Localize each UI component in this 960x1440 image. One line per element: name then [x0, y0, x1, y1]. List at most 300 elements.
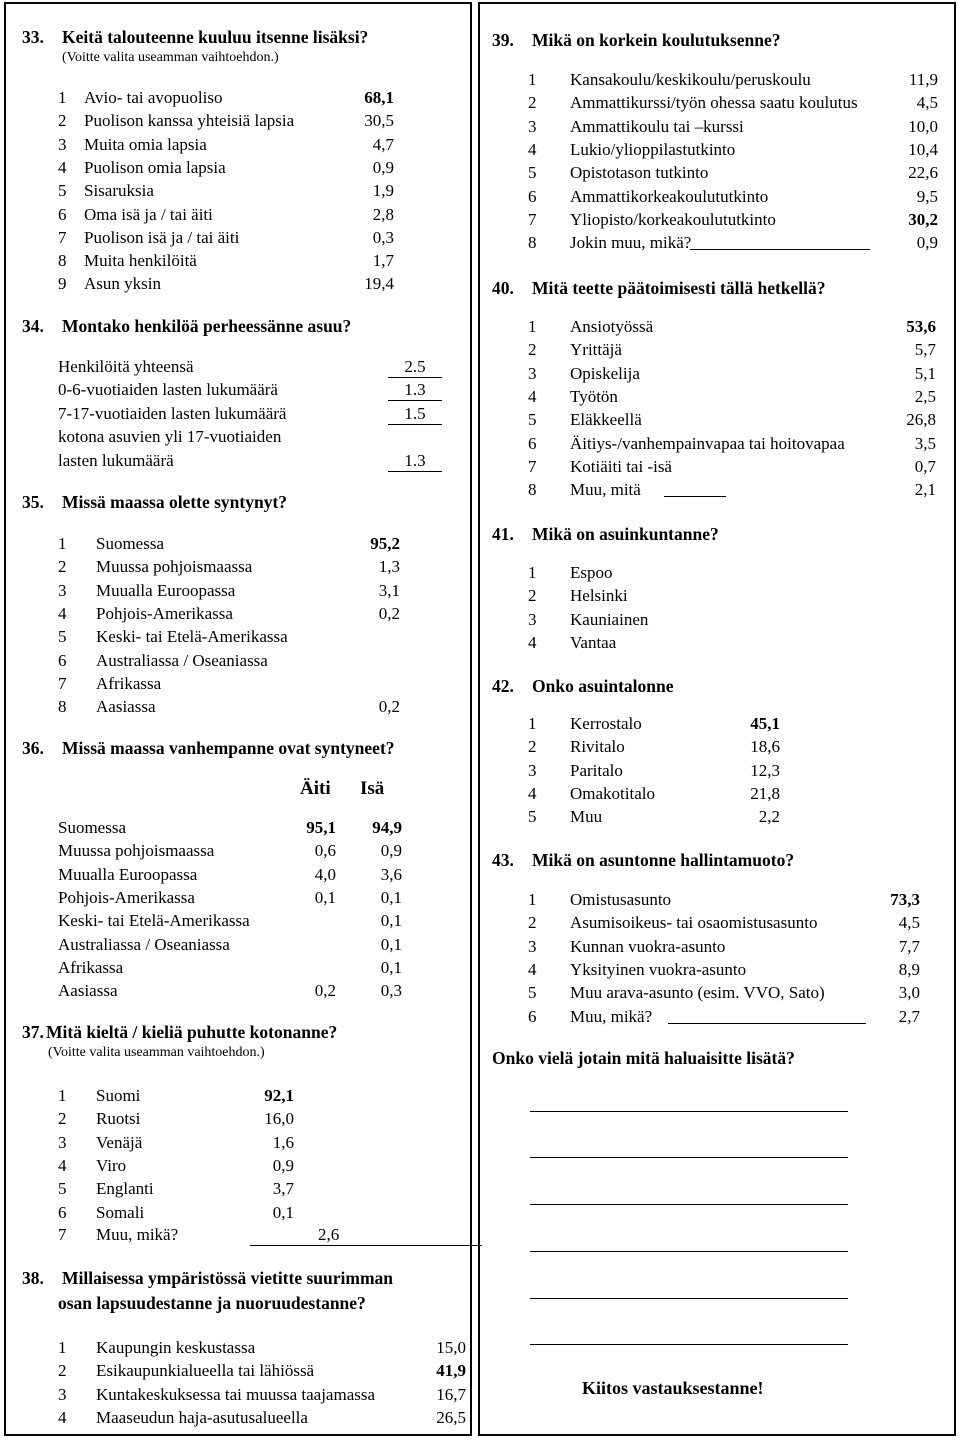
question-text: Onko asuintalonne	[532, 676, 674, 696]
option-number: 6	[528, 433, 537, 453]
option-label: Kerrostalo	[570, 714, 642, 733]
option-number: 2	[58, 557, 67, 577]
field-value: 1.5	[388, 404, 442, 425]
question-number: 36.	[22, 738, 44, 758]
option-number: 3	[58, 134, 67, 154]
father-value: 0,1	[380, 887, 402, 907]
q40-option	[528, 480, 936, 500]
option-label: Esikaupunkialueella tai lähiössä	[96, 1361, 315, 1381]
q38-option	[58, 1408, 466, 1428]
option-value: 95,2	[370, 534, 400, 553]
option-label: Muualla Euroopassa	[96, 580, 236, 600]
option-label: Kansakoulu/keskikoulu/peruskoulu	[570, 70, 811, 89]
option-number: 2	[528, 737, 537, 757]
option-number: 7	[528, 209, 537, 229]
option-label: Muu, mikä?	[570, 1006, 653, 1026]
option-label: Muu, mitä	[570, 480, 641, 500]
option-number: 3	[528, 936, 537, 956]
q43-heading	[492, 850, 794, 870]
field-label: kotona asuvien yli 17-vuotiaiden	[58, 427, 282, 446]
option-label: Muita henkilöitä	[84, 251, 197, 271]
option-value: 41,9	[436, 1361, 466, 1381]
question-number: 34.	[22, 316, 44, 336]
option-value: 5,7	[914, 340, 936, 360]
option-value: 0,3	[372, 227, 394, 247]
q40-option	[528, 340, 936, 360]
q39-option	[528, 210, 938, 230]
option-value: 68,1	[364, 88, 394, 107]
option-number: 1	[58, 1086, 67, 1105]
option-number: 4	[528, 386, 537, 406]
question-text: Mitä kieltä / kieliä puhutte kotonanne?	[46, 1022, 338, 1042]
country-label: Keski- tai Etelä-Amerikassa	[58, 911, 250, 931]
q33-note: (Voitte valita useamman vaihtoehdon.)	[62, 50, 279, 65]
field-label: Henkilöitä yhteensä	[58, 357, 194, 376]
father-value: 0,9	[380, 841, 402, 861]
option-number: 6	[58, 204, 67, 224]
option-label: Ruotsi	[96, 1109, 141, 1129]
q39-option	[528, 233, 938, 253]
question-text: Mikä on korkein koulutuksenne?	[532, 30, 781, 50]
option-number: 3	[58, 580, 67, 600]
option-number: 2	[528, 340, 537, 360]
option-label: Helsinki	[570, 586, 628, 606]
question-number: 35.	[22, 492, 44, 512]
free-text-line[interactable]	[530, 1251, 848, 1252]
option-number: 3	[528, 363, 537, 383]
q42-heading	[492, 676, 674, 696]
option-value: 18,6	[750, 737, 780, 757]
q40-option	[528, 317, 936, 337]
option-value: 15,0	[436, 1338, 466, 1357]
q35-option	[58, 581, 400, 601]
option-number: 2	[528, 586, 537, 606]
option-number: 1	[528, 317, 537, 336]
q41-option	[528, 586, 728, 606]
option-value: 19,4	[364, 274, 394, 294]
option-number: 2	[528, 913, 537, 933]
question-number: 42.	[492, 676, 514, 696]
q42-option	[528, 807, 780, 827]
option-label: Opiskelija	[570, 363, 640, 383]
option-value: 2,8	[372, 204, 394, 224]
q40-option	[528, 434, 936, 454]
option-label: Kuntakeskuksessa tai muussa taajamassa	[96, 1384, 376, 1404]
option-value: 2,2	[758, 807, 780, 827]
question-number: 37.	[22, 1022, 44, 1042]
q33-option	[58, 88, 394, 108]
option-label: Opistotason tutkinto	[570, 163, 709, 183]
q34-field-row	[58, 380, 448, 400]
option-value: 30,2	[908, 209, 938, 229]
option-number: 3	[58, 1384, 67, 1404]
option-number: 6	[58, 1202, 67, 1222]
option-value: 3,7	[272, 1179, 294, 1199]
option-value: 0,2	[378, 697, 400, 717]
option-value: 92,1	[264, 1086, 294, 1105]
option-label: Espoo	[570, 563, 613, 582]
option-label: Asun yksin	[84, 274, 161, 294]
q33-option	[58, 135, 394, 155]
q39-heading	[492, 30, 780, 50]
option-label: Muu, mikä?	[96, 1225, 179, 1244]
q35-option	[58, 604, 400, 624]
option-number: 5	[528, 983, 537, 1003]
q36-table-row	[58, 911, 402, 931]
option-value: 4,5	[916, 93, 938, 113]
option-label: Aasiassa	[96, 697, 156, 717]
question-text: Keitä talouteenne kuuluu itsenne lisäksi?	[62, 27, 369, 47]
option-number: 5	[58, 181, 67, 201]
option-label: Yrittäjä	[570, 340, 622, 360]
q38-option	[58, 1385, 466, 1405]
q36-table-row	[58, 888, 402, 908]
q37-option	[58, 1156, 294, 1176]
fill-in-line[interactable]	[664, 480, 726, 497]
option-label: Lukio/ylioppilastutkinto	[570, 139, 736, 159]
country-label: Aasiassa	[58, 981, 118, 1001]
free-text-line[interactable]	[530, 1344, 848, 1345]
question-number: 33.	[22, 27, 44, 47]
field-label: 7-17-vuotiaiden lasten lukumäärä	[58, 403, 287, 423]
q34-last-label-line1	[58, 427, 448, 447]
q43-option	[528, 960, 920, 980]
option-label: Jokin muu, mikä?	[570, 233, 692, 253]
q34-last-row	[58, 451, 448, 471]
question-text: Mikä on asuinkuntanne?	[532, 524, 719, 544]
option-value: 1,6	[272, 1132, 294, 1152]
option-number: 4	[58, 603, 67, 623]
q39-option	[528, 93, 938, 113]
option-number: 5	[528, 163, 537, 183]
option-value: 5,1	[914, 363, 936, 383]
mother-value: 0,2	[314, 981, 336, 1001]
q43-option	[528, 937, 920, 957]
option-value: 4,7	[372, 134, 394, 154]
option-label: Suomessa	[96, 534, 164, 553]
option-label: Kauniainen	[570, 609, 649, 629]
option-number: 1	[58, 88, 67, 107]
question-number: 38.	[22, 1268, 44, 1288]
mother-value: 95,1	[306, 818, 336, 837]
option-label: Somali	[96, 1202, 145, 1222]
q35-option	[58, 697, 400, 717]
option-value: 3,1	[378, 580, 400, 600]
option-number: 5	[58, 1179, 67, 1199]
option-label: Puolison kanssa yhteisiä lapsia	[84, 111, 295, 131]
option-value: 2,7	[898, 1006, 920, 1026]
q36-table-row	[58, 935, 402, 955]
free-text-line[interactable]	[530, 1204, 848, 1205]
q36-col-father: Isä	[360, 778, 385, 799]
q40-option	[528, 457, 936, 477]
option-number: 4	[58, 1407, 67, 1427]
field-label: 0-6-vuotiaiden lasten lukumäärä	[58, 380, 278, 400]
option-number: 1	[58, 534, 67, 553]
question-number: 41.	[492, 524, 514, 544]
option-value: 2,5	[914, 386, 936, 406]
q40-heading	[492, 278, 826, 298]
q42-option	[528, 784, 780, 804]
option-label: Englanti	[96, 1179, 154, 1199]
option-label: Viro	[96, 1155, 127, 1175]
option-label: Yliopisto/korkeakoulututkinto	[570, 209, 776, 229]
option-number: 9	[58, 274, 67, 294]
option-value: 12,3	[750, 760, 780, 780]
option-value: 22,6	[908, 163, 938, 183]
q36-table-row	[58, 818, 402, 838]
q37-option	[58, 1109, 294, 1129]
option-label: Venäjä	[96, 1132, 143, 1152]
q38-option	[58, 1338, 466, 1358]
q42-option	[528, 714, 780, 734]
option-label: Yksityinen vuokra-asunto	[570, 959, 747, 979]
option-number: 6	[528, 186, 537, 206]
option-value: 7,7	[898, 936, 920, 956]
option-label: Sisaruksia	[84, 181, 154, 201]
fill-in-line[interactable]	[690, 233, 870, 250]
option-number: 5	[58, 627, 67, 647]
option-label: Muu arava-asunto (esim. VVO, Sato)	[570, 983, 825, 1003]
q37-option	[58, 1179, 294, 1199]
q34-field-row	[58, 404, 448, 424]
option-number: 4	[528, 632, 537, 652]
option-value: 16,7	[436, 1384, 466, 1404]
q33-option	[58, 251, 394, 271]
option-value: 3,0	[898, 983, 920, 1003]
q41-option	[528, 633, 728, 653]
option-number: 8	[58, 697, 67, 717]
option-label: Eläkkeellä	[570, 410, 642, 430]
q36-table-row	[58, 981, 402, 1001]
option-value: 26,5	[436, 1407, 466, 1427]
option-number: 5	[528, 410, 537, 430]
q33-option	[58, 181, 394, 201]
question-text: Missä maassa olette syntynyt?	[62, 492, 288, 512]
option-label: Ammattikorkeakoulututkinto	[570, 186, 769, 206]
option-label: Keski- tai Etelä-Amerikassa	[96, 627, 288, 647]
q43-option	[528, 913, 920, 933]
q39-option	[528, 70, 938, 90]
option-value: 26,8	[906, 410, 936, 430]
option-number: 8	[528, 233, 537, 253]
mother-value: 0,1	[314, 887, 336, 907]
q35-option	[58, 674, 400, 694]
q35-option	[58, 534, 400, 554]
option-number: 7	[58, 673, 67, 693]
option-value: 0,9	[916, 233, 938, 253]
option-label: Muu	[570, 807, 603, 827]
option-value: 21,8	[750, 783, 780, 803]
free-text-line[interactable]	[530, 1298, 848, 1299]
father-value: 94,9	[372, 818, 402, 837]
option-label: Kaupungin keskustassa	[96, 1338, 256, 1357]
option-number: 1	[528, 890, 537, 909]
q43-option	[528, 1007, 920, 1027]
question-text: Missä maassa vanhempanne ovat syntyneet?	[62, 738, 395, 758]
option-label: Äitiys-/vanhempainvapaa tai hoitovapaa	[570, 433, 845, 453]
option-value: 9,5	[916, 186, 938, 206]
option-number: 4	[58, 1155, 67, 1175]
option-value: 8,9	[898, 959, 920, 979]
q42-option	[528, 761, 780, 781]
q33-option	[58, 205, 394, 225]
q33-option	[58, 111, 394, 131]
field-label: lasten lukumäärä	[58, 451, 174, 470]
q35-option	[58, 627, 400, 647]
option-value: 10,0	[908, 116, 938, 136]
free-text-line[interactable]	[530, 1157, 848, 1158]
option-number: 1	[528, 714, 537, 733]
option-number: 6	[58, 650, 67, 670]
q36-heading	[22, 738, 395, 758]
q37-note: (Voitte valita useamman vaihtoehdon.)	[48, 1045, 265, 1060]
question-number: 39.	[492, 30, 514, 50]
q35-option	[58, 651, 400, 671]
option-number: 4	[528, 959, 537, 979]
option-number: 2	[58, 111, 67, 131]
q39-option	[528, 117, 938, 137]
option-label: Puolison isä ja / tai äiti	[84, 227, 240, 247]
thanks-text: Kiitos vastauksestanne!	[582, 1378, 764, 1398]
fill-in-line[interactable]	[668, 1007, 866, 1024]
option-label: Pohjois-Amerikassa	[96, 603, 233, 623]
option-value: 10,4	[908, 139, 938, 159]
option-number: 8	[528, 480, 537, 500]
q43-option	[528, 890, 920, 910]
field-value: 1.3	[388, 451, 442, 472]
option-value: 2,6	[250, 1225, 482, 1246]
option-number: 2	[58, 1361, 67, 1381]
question-number: 40.	[492, 278, 514, 298]
option-value: 11,9	[908, 70, 938, 89]
option-number: 5	[528, 807, 537, 827]
father-value: 0,1	[380, 957, 402, 977]
option-number: 2	[528, 93, 537, 113]
option-value: 1,3	[378, 557, 400, 577]
option-value: 0,2	[378, 603, 400, 623]
mother-value: 0,6	[314, 841, 336, 861]
q36-table-row	[58, 865, 402, 885]
option-number: 3	[528, 609, 537, 629]
q42-option	[528, 737, 780, 757]
option-label: Maaseudun haja-asutusalueella	[96, 1407, 308, 1427]
option-number: 3	[528, 116, 537, 136]
q38-heading	[22, 1268, 393, 1288]
option-label: Avio- tai avopuoliso	[84, 88, 223, 107]
q40-option	[528, 364, 936, 384]
option-number: 6	[528, 1006, 537, 1026]
field-value: 2.5	[388, 357, 442, 378]
option-label: Oma isä ja / tai äiti	[84, 204, 213, 224]
country-label: Muualla Euroopassa	[58, 864, 198, 884]
mother-value: 4,0	[314, 864, 336, 884]
closing-question: Onko vielä jotain mitä haluaisitte lisätä?	[492, 1048, 795, 1068]
option-number: 4	[528, 139, 537, 159]
q37-option	[58, 1086, 294, 1106]
option-label: Omistusasunto	[570, 890, 672, 909]
option-value: 16,0	[264, 1109, 294, 1129]
q37-other-row	[58, 1225, 438, 1245]
q37-heading	[22, 1022, 337, 1042]
option-number: 1	[528, 563, 537, 582]
option-value: 2,1	[914, 480, 936, 500]
option-label: Afrikassa	[96, 673, 162, 693]
option-number: 7	[58, 227, 67, 247]
option-label: Australiassa / Oseaniassa	[96, 650, 268, 670]
father-value: 3,6	[380, 864, 402, 884]
q40-option	[528, 410, 936, 430]
option-label: Suomi	[96, 1086, 141, 1105]
option-value: 73,3	[890, 890, 920, 909]
option-number: 1	[528, 70, 537, 89]
free-text-line[interactable]	[530, 1111, 848, 1112]
option-value: 0,7	[914, 456, 936, 476]
option-number: 3	[528, 760, 537, 780]
question-text: Mitä teette päätoimisesti tällä hetkellä?	[532, 278, 826, 298]
question-text: Montako henkilöä perheessänne asuu?	[62, 316, 352, 336]
option-number: 2	[58, 1109, 67, 1129]
option-label: Työtön	[570, 386, 618, 406]
q36-table-row	[58, 958, 402, 978]
option-number: 3	[58, 1132, 67, 1152]
father-value: 0,1	[380, 911, 402, 931]
q37-option	[58, 1203, 294, 1223]
country-label: Pohjois-Amerikassa	[58, 887, 195, 907]
option-value: 1,7	[372, 251, 394, 271]
option-value: 0,9	[372, 157, 394, 177]
option-label: Puolison omia lapsia	[84, 157, 226, 177]
country-label: Australiassa / Oseaniassa	[58, 934, 230, 954]
option-value: 30,5	[364, 111, 394, 131]
option-value: 3,5	[914, 433, 936, 453]
option-number: 7	[528, 456, 537, 476]
option-label: Muussa pohjoismaassa	[96, 557, 253, 577]
q41-heading	[492, 524, 719, 544]
father-value: 0,1	[380, 934, 402, 954]
option-label: Kunnan vuokra-asunto	[570, 936, 726, 956]
field-value: 1.3	[388, 380, 442, 401]
q43-option	[528, 983, 920, 1003]
country-label: Suomessa	[58, 818, 126, 837]
option-label: Ansiotyössä	[570, 317, 654, 336]
q41-option	[528, 563, 728, 583]
option-number: 4	[58, 157, 67, 177]
question-text: Millaisessa ympäristössä vietitte suurimman	[62, 1268, 394, 1288]
q37-option	[58, 1133, 294, 1153]
option-value: 0,1	[272, 1202, 294, 1222]
option-label: Asumisoikeus- tai osaomistusasunto	[570, 913, 818, 933]
q34-heading	[22, 316, 351, 336]
q40-option	[528, 387, 936, 407]
question-number: 43.	[492, 850, 514, 870]
country-label: Muussa pohjoismaassa	[58, 841, 215, 861]
option-number: 4	[528, 783, 537, 803]
q39-option	[528, 140, 938, 160]
option-label: Ammattikoulu tai –kurssi	[570, 116, 744, 136]
q38-option	[58, 1361, 466, 1381]
q33-option	[58, 228, 394, 248]
option-label: Vantaa	[570, 632, 617, 652]
option-label: Ammattikurssi/työn ohessa saatu koulutus	[570, 93, 858, 113]
q33-option	[58, 274, 394, 294]
q34-field-row	[58, 357, 448, 377]
option-number: 1	[58, 1338, 67, 1357]
q33-heading	[22, 27, 368, 47]
option-value: 4,5	[898, 913, 920, 933]
q33-option	[58, 158, 394, 178]
option-label: Rivitalo	[570, 737, 625, 757]
